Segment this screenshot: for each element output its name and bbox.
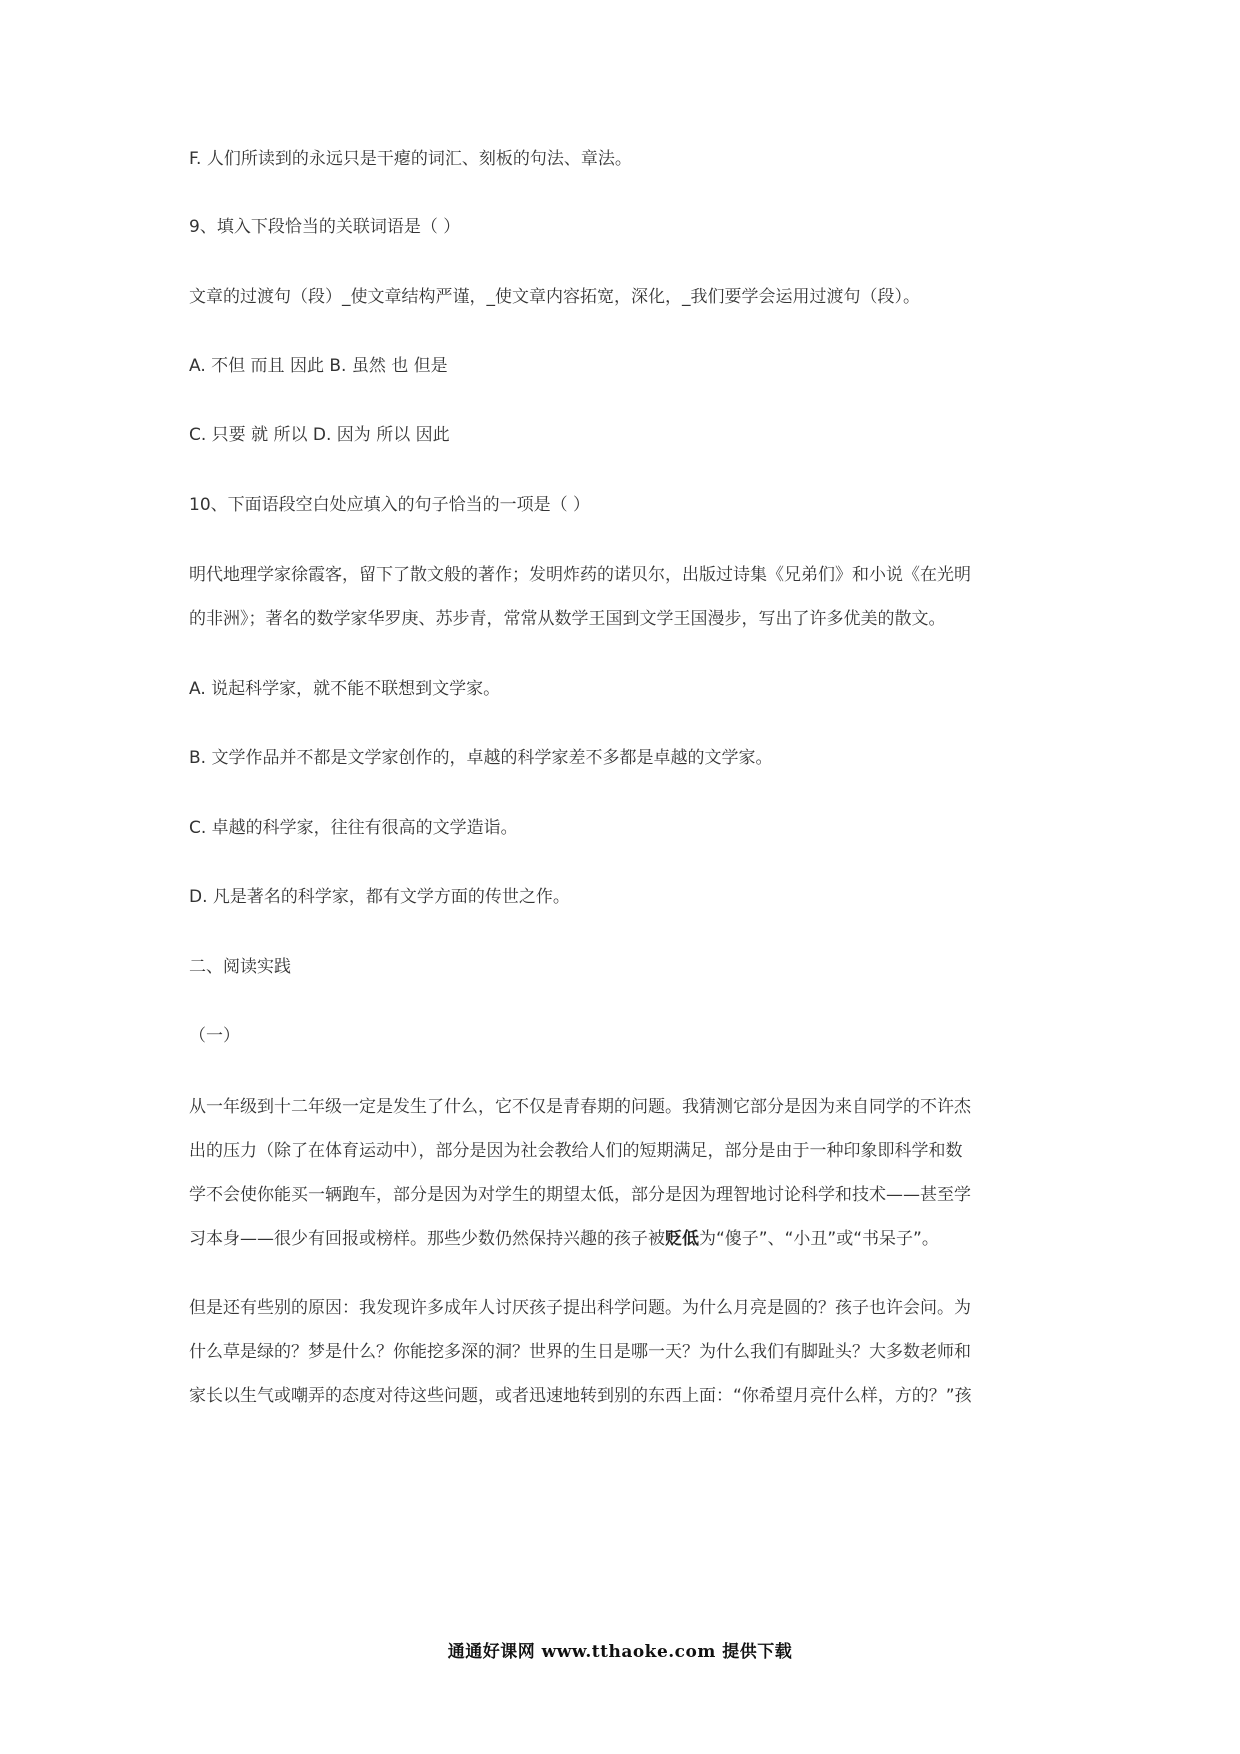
passage1-line4-post: 为“傻子”、“小丑”或“书呆子”。 — [699, 1229, 939, 1249]
q9-passage: 文章的过渡句（段）_使文章结构严谨，_使文章内容拓宽，深化，_我们要学会运用过渡句（段）。 — [189, 287, 920, 307]
section2-heading: 二、阅读实践 — [189, 957, 291, 977]
q9-options-cd: C. 只要 就 所以 D. 因为 所以 因此 — [189, 425, 450, 445]
q10-question: 10、下面语段空白处应填入的句子恰当的一项是（ ） — [189, 495, 591, 515]
section2-subheading: （一） — [189, 1026, 240, 1046]
passage1-line4-pre: 习本身——很少有回报或榜样。那些少数仍然保持兴趣的孩子被 — [189, 1229, 665, 1249]
passage1-line4 — [189, 1228, 939, 1250]
q8-option-f: F. 人们所读到的永远只是干瘪的词汇、刻板的句法、章法。 — [189, 149, 632, 169]
q10-option-a: A. 说起科学家，就不能不联想到文学家。 — [189, 679, 501, 699]
q10-option-d: D. 凡是著名的科学家，都有文学方面的传世之作。 — [189, 887, 570, 907]
q10-option-c: C. 卓越的科学家，往往有很高的文学造诣。 — [189, 818, 518, 838]
q10-passage-line2: 的非洲》；著名的数学家华罗庚、苏步青，常常从数学王国到文学王国漫步，写出了许多优美的散文。 — [189, 609, 946, 629]
q9-question: 9、填入下段恰当的关联词语是（ ） — [189, 217, 461, 237]
q9-options-ab: A. 不但 而且 因此 B. 虽然 也 但是 — [189, 356, 448, 376]
passage2-line2: 什么草是绿的？梦是什么？你能挖多深的洞？世界的生日是哪一天？为什么我们有脚趾头？大多数老师和 — [189, 1342, 971, 1362]
passage1-line2: 出的压力（除了在体育运动中），部分是因为社会教给人们的短期满足，部分是由于一种印象即科学和数 — [189, 1141, 963, 1161]
emphasized-word: 贬低 — [665, 1229, 699, 1249]
passage2-line1: 但是还有些别的原因：我发现许多成年人讨厌孩子提出科学问题。为什么月亮是圆的？孩子也许会问。为 — [189, 1298, 971, 1318]
page-footer: 通通好课网 www.tthaoke.com 提供下载 — [447, 1642, 793, 1662]
passage1-line3: 学不会使你能买一辆跑车，部分是因为对学生的期望太低，部分是因为理智地讨论科学和技术——甚至学 — [189, 1185, 971, 1205]
passage1-line1: 从一年级到十二年级一定是发生了什么，它不仅是青春期的问题。我猜测它部分是因为来自同学的不许杰 — [189, 1097, 971, 1117]
q10-option-b: B. 文学作品并不都是文学家创作的，卓越的科学家差不多都是卓越的文学家。 — [189, 748, 773, 768]
passage2-line3: 家长以生气或嘲弄的态度对待这些问题，或者迅速地转到别的东西上面：“你希望月亮什么样，方的？”孩 — [189, 1386, 972, 1406]
q10-passage-line1: 明代地理学家徐霞客，留下了散文般的著作；发明炸药的诺贝尔，出版过诗集《兄弟们》和小说《在光明 — [189, 565, 971, 585]
